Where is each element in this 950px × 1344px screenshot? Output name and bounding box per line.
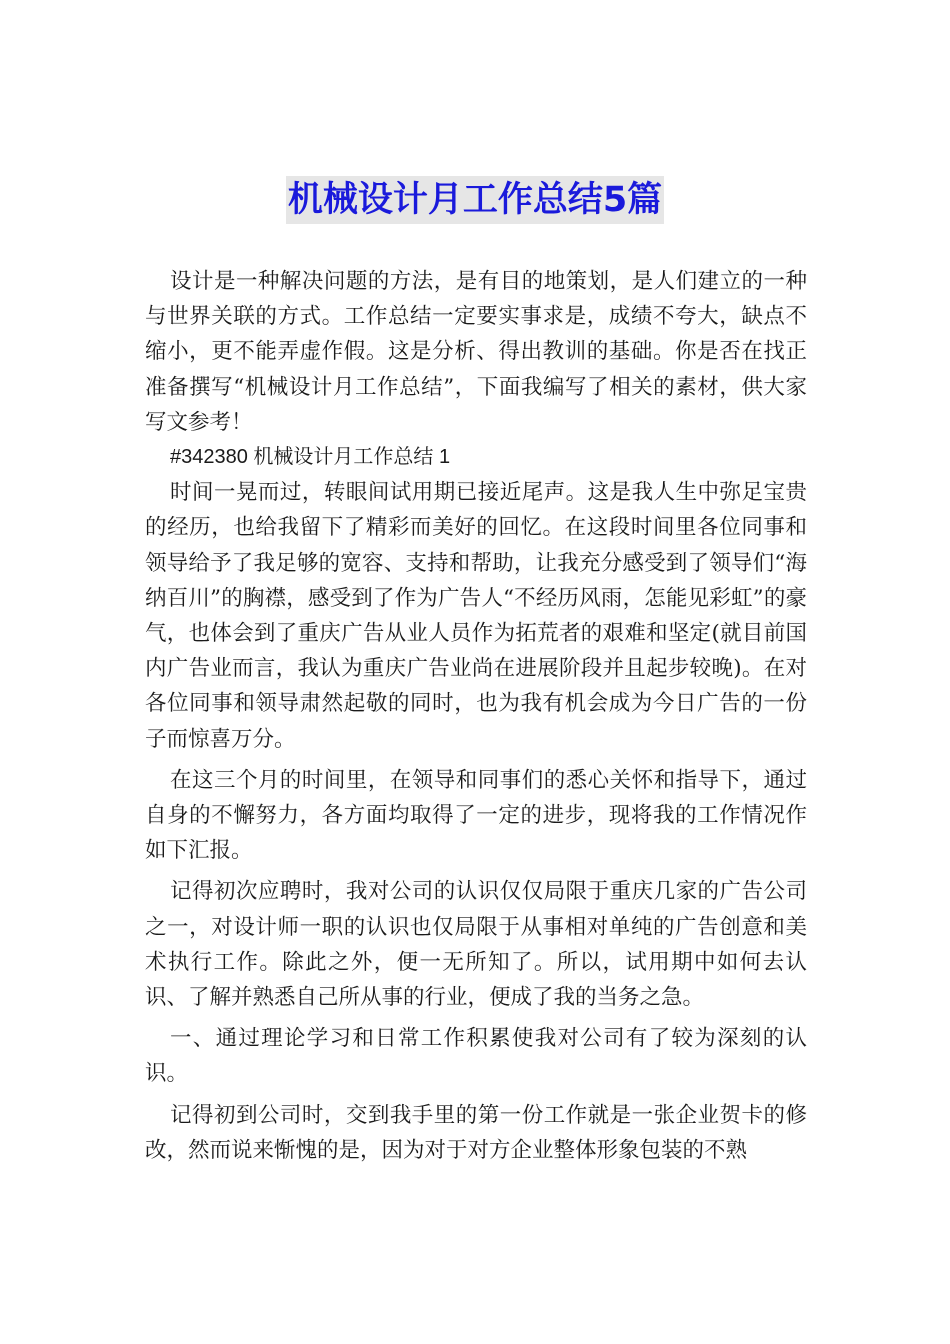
title-wrap — [0, 176, 950, 224]
body-paragraph: 记得初次应聘时，我对公司的认识仅仅局限于重庆几家的广告公司之一，对设计师一职的认识也仅局限于从事相对单纯的广告创意和美术执行工作。除此之外，便一无所知了。所以，试用期中如何去认识、了解并熟悉自己所从事的行业，便成了我的当务之急。 — [145, 879, 807, 1011]
document-body — [145, 264, 807, 1168]
document-title: 机械设计月工作总结5篇 — [286, 176, 664, 224]
body-paragraph: 记得初到公司时，交到我手里的第一份工作就是一张企业贺卡的修改，然而说来惭愧的是，因为对于对方企业整体形象包装的不熟 — [145, 1102, 807, 1163]
body-paragraph: 时间一晃而过，转眼间试用期已接近尾声。这是我人生中弥足宝贵的经历，也给我留下了精彩而美好的回忆。在这段时间里各位同事和领导给予了我足够的宽容、支持和帮助，让我充分感受到了领导们“海纳百川”的胸襟，感受到了作为广告人“不经历风雨，怎能见彩虹”的豪气，也体会到了重庆广告从业人员作为拓荒者的艰难和坚定(就目前国内广告业而言，我认为重庆广告业尚在进展阶段并且起步较晚)。在对各位同事和领导肃然起敬的同时，也为我有机会成为今日广告的一份子而惊喜万分。 — [145, 480, 807, 752]
subheading-paragraph: 一、通过理论学习和日常工作积累使我对公司有了较为深刻的认识。 — [145, 1026, 807, 1087]
intro-paragraph: 设计是一种解决问题的方法，是有目的地策划，是人们建立的一种与世界关联的方式。工作总结一定要实事求是，成绩不夸大，缺点不缩小，更不能弄虚作假。这是分析、得出教训的基础。你是否在找正准备撰写“机械设计月工作总结”，下面我编写了相关的素材，供大家写文参考！ — [145, 269, 807, 435]
body-paragraph: 在这三个月的时间里，在领导和同事们的悉心关怀和指导下，通过自身的不懈努力，各方面均取得了一定的进步，现将我的工作情况作如下汇报。 — [145, 767, 807, 864]
section-heading: #342380 机械设计月工作总结 1 — [170, 446, 451, 469]
